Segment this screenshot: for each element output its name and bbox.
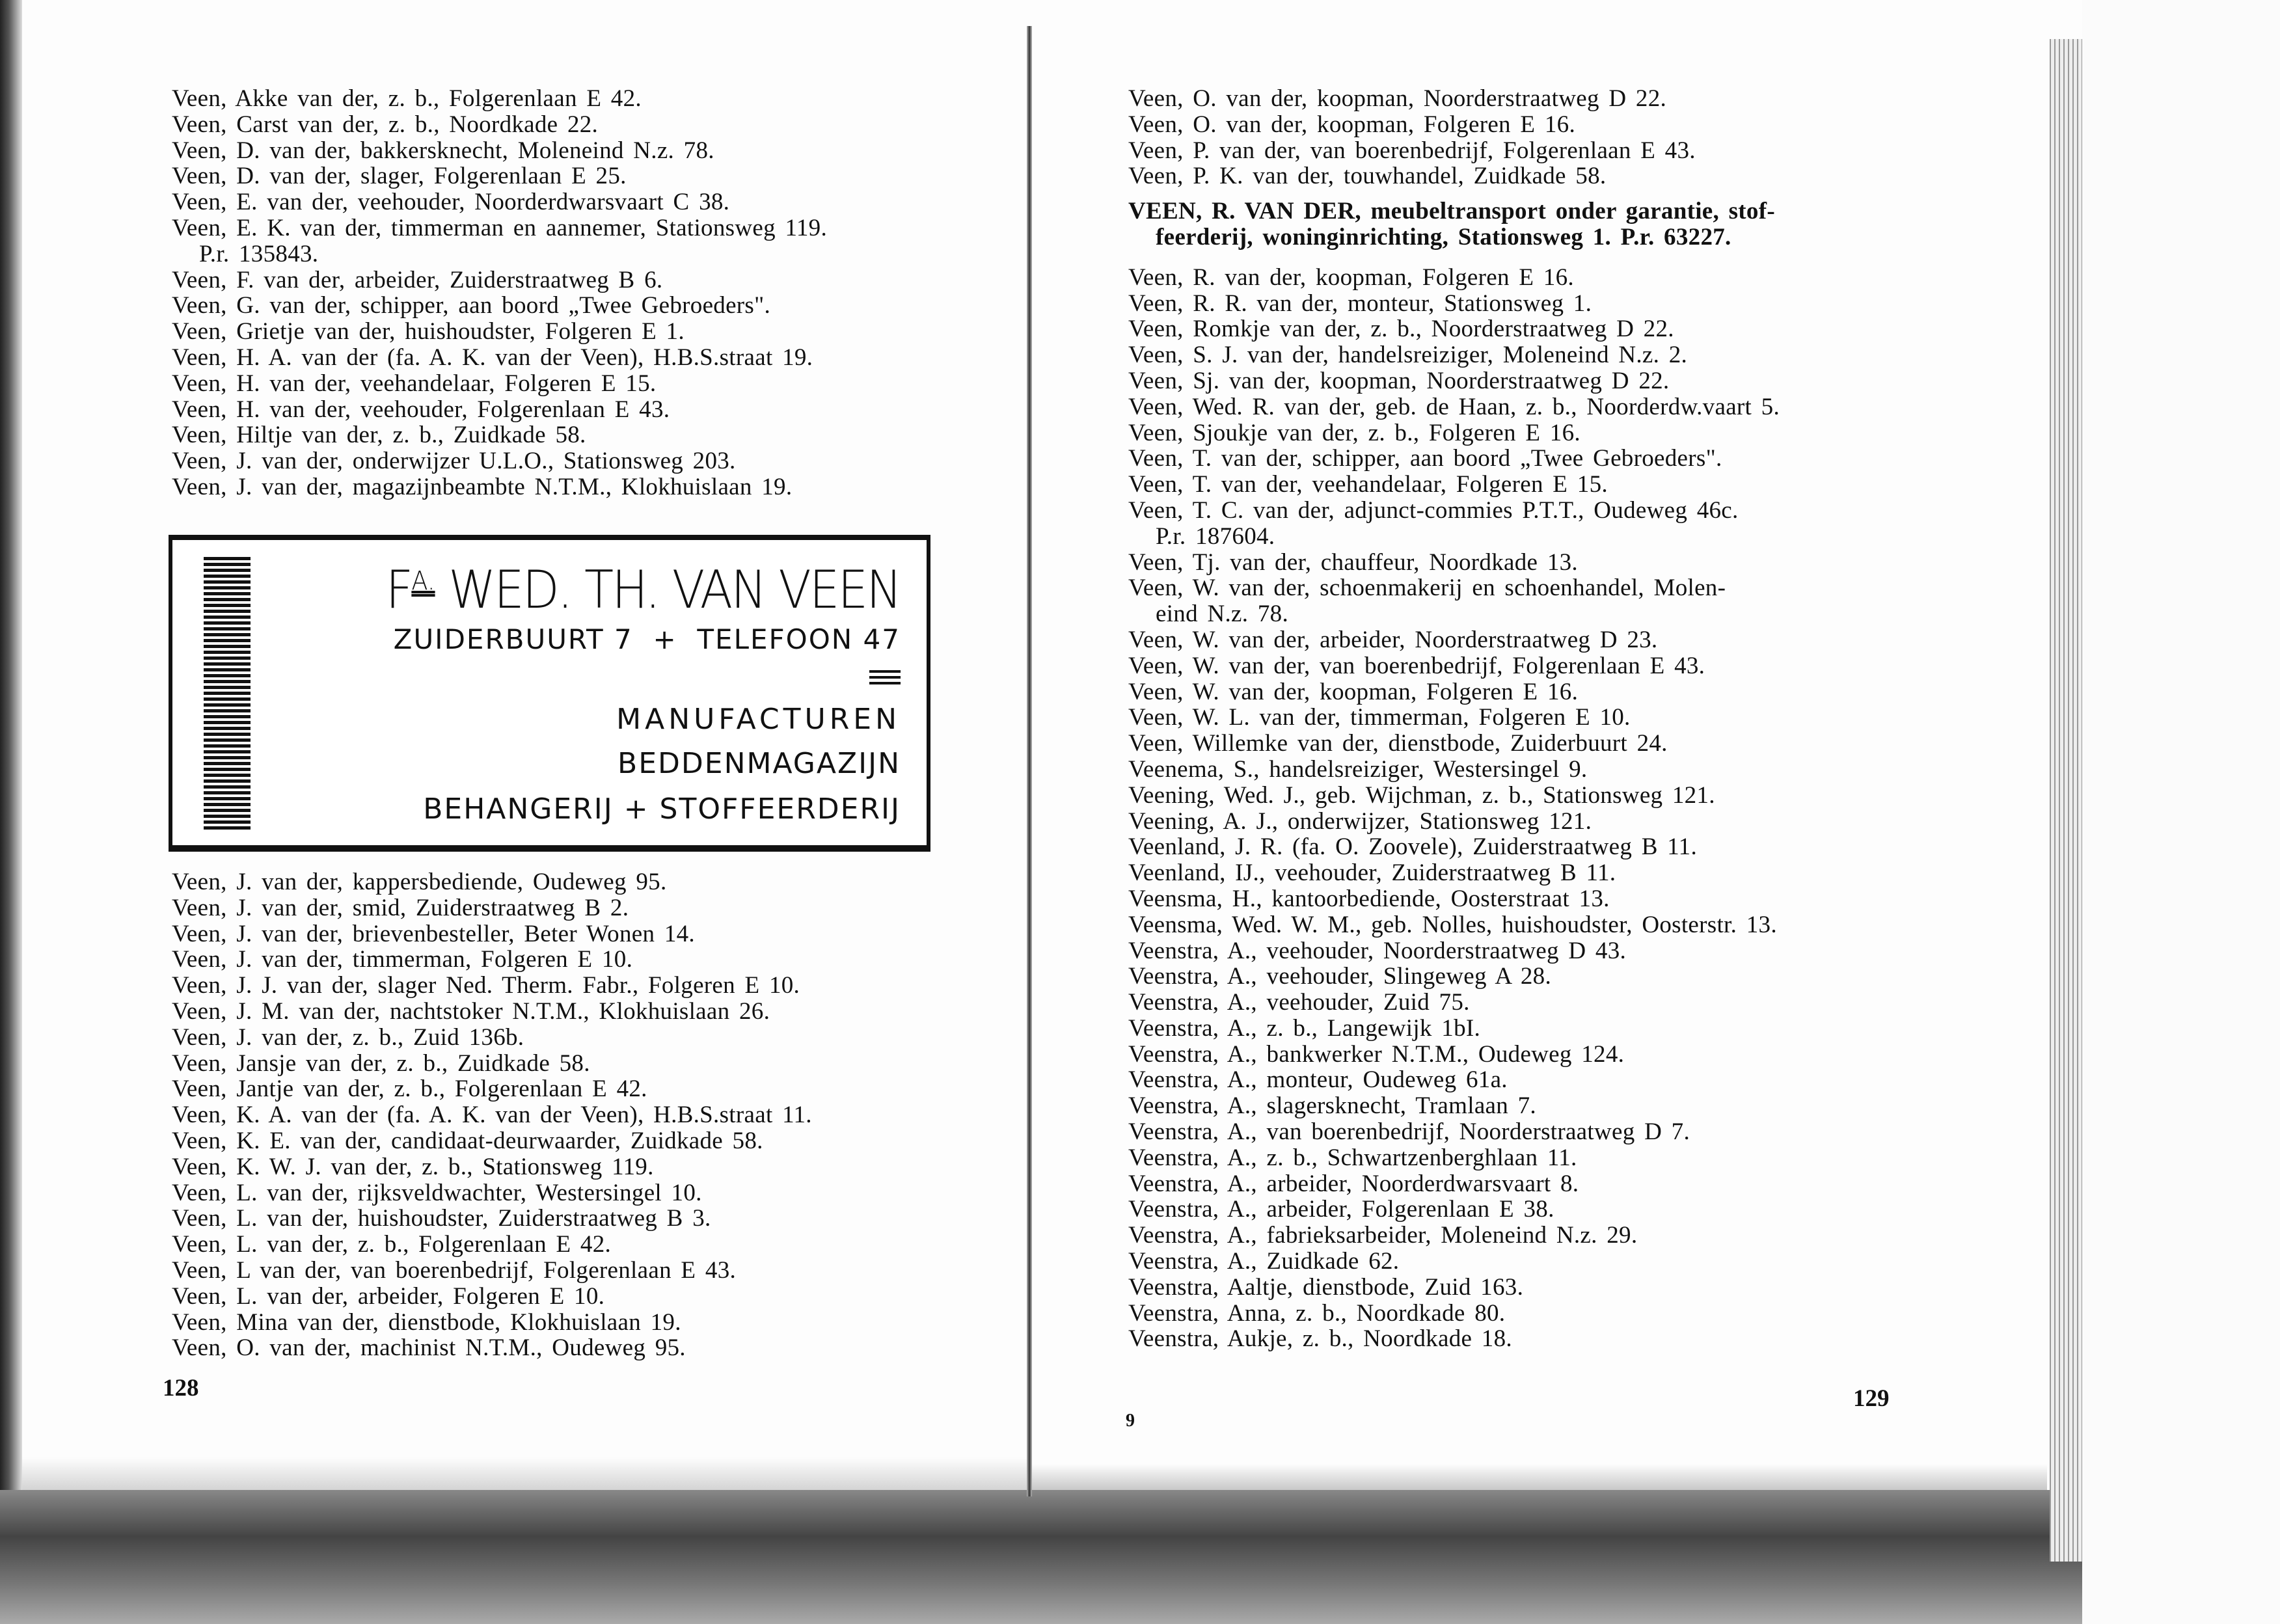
right-page-column (1128, 86, 1780, 1352)
directory-entry (172, 1284, 812, 1310)
advertisement-van-veen (169, 535, 930, 852)
entry-text: Veen, L. van der, huishoudster, Zuiderstraatweg B 3. (172, 1205, 711, 1232)
bold-entry-line: VEEN, R. VAN DER, meubeltransport onder garantie, stof- (1128, 198, 1775, 225)
entry-text: Veen, D. van der, slager, Folgerenlaan E 25. (172, 163, 627, 190)
directory-entry (1128, 1093, 1780, 1119)
right-page-entries-top (1128, 86, 1780, 189)
directory-entry (1128, 1326, 1780, 1352)
entry-text: Veen, Jantje van der, z. b., Folgerenlaan E 42. (172, 1076, 647, 1103)
entry-text: Veenstra, A., z. b., Schwartzenberghlaan 11. (1128, 1144, 1577, 1171)
directory-entry (172, 86, 827, 112)
entry-text: Veenland, J. R. (fa. O. Zoovele), Zuiderstraatweg B 11. (1128, 833, 1698, 861)
entry-text: Veen, Jansje van der, z. b., Zuidkade 58. (172, 1049, 590, 1077)
directory-entry (172, 1258, 812, 1284)
directory-entry (1128, 1223, 1780, 1249)
entry-text: Veen, O. van der, koopman, Folgeren E 16. (1128, 111, 1575, 138)
directory-entry (172, 895, 812, 921)
entry-text: Veening, Wed. J., geb. Wijchman, z. b., Stationsweg 121. (1128, 781, 1715, 809)
entry-text: Veen, W. van der, koopman, Folgeren E 16. (1128, 678, 1579, 705)
directory-entry (1128, 912, 1780, 938)
book-gutter (1027, 26, 1032, 1496)
entry-text: Veenstra, A., veehouder, Zuid 75. (1128, 989, 1470, 1016)
entry-text: Veenstra, Anna, z. b., Noordkade 80. (1128, 1299, 1506, 1327)
entry-text: Veenstra, A., z. b., Langewijk 1bI. (1128, 1014, 1481, 1042)
directory-entry (1128, 783, 1780, 809)
entry-text: Veen, O. van der, machinist N.T.M., Oudeweg 95. (172, 1334, 686, 1362)
entry-text: Veen, J. van der, brievenbesteller, Beter Wonen 14. (172, 920, 695, 947)
entry-text: Veen, K. W. J. van der, z. b., Stationsweg 119. (172, 1153, 654, 1180)
directory-entry (172, 163, 827, 189)
entry-continuation: eind N.z. 78. (1156, 601, 1288, 628)
directory-entry (1128, 860, 1780, 886)
ad-fa-f: F (386, 560, 412, 620)
entry-text: Veenstra, A., monteur, Oudeweg 61a. (1128, 1066, 1508, 1094)
ad-equals-divider (869, 670, 901, 684)
entry-text: Veen, K. E. van der, candidaat-deurwaarder, Zuidkade 58. (172, 1127, 763, 1154)
directory-entry (1128, 1275, 1780, 1301)
ad-company-name: WED. TH. VAN VEEN (448, 560, 901, 620)
directory-entry (1128, 550, 1780, 576)
directory-entry (1128, 394, 1780, 420)
signature-mark: 9 (1126, 1411, 1135, 1431)
directory-entry (172, 1076, 812, 1102)
entry-text: Veenstra, A., Zuidkade 62. (1128, 1248, 1400, 1275)
entry-text: Veen, W. L. van der, timmerman, Folgeren E 10. (1128, 704, 1631, 731)
entry-text: Veen, E. van der, veehouder, Noorderdwarsvaart C 38. (172, 189, 730, 216)
stacked-page-edges (2050, 39, 2082, 1562)
directory-entry (172, 1232, 812, 1258)
entry-text: Veen, Carst van der, z. b., Noordkade 22. (172, 111, 599, 138)
ad-line-behangerij: BEHANGERIJ + STOFFEERDERIJ (423, 792, 901, 826)
ad-title (386, 560, 901, 620)
directory-entry (1128, 316, 1780, 342)
directory-entry (1128, 1301, 1780, 1327)
directory-entry (1128, 653, 1780, 679)
directory-entry (172, 1051, 812, 1077)
directory-entry (1128, 834, 1780, 860)
entry-text: Veen, P. K. van der, touwhandel, Zuidkade 58. (1128, 163, 1607, 190)
directory-entry (172, 1102, 812, 1128)
directory-entry (172, 1310, 812, 1336)
directory-entry (1128, 1067, 1780, 1093)
directory-entry (1128, 446, 1780, 472)
entry-text: Veen, K. A. van der (fa. A. K. van der Veen), H.B.S.straat 11. (172, 1102, 812, 1129)
directory-entry (172, 267, 827, 293)
directory-entry (1128, 679, 1780, 705)
entry-text: Veenstra, A., arbeider, Noorderdwarsvaart 8. (1128, 1170, 1579, 1197)
entry-text: Veen, T. van der, veehandelaar, Folgeren E 15. (1128, 471, 1608, 498)
directory-entry (1128, 112, 1780, 138)
directory-entry (1128, 342, 1780, 368)
entry-text: Veen, J. van der, magazijnbeambte N.T.M., Klokhuislaan 19. (172, 473, 793, 500)
entry-text: Veensma, H., kantoorbediende, Oosterstraat 13. (1128, 885, 1610, 912)
entry-text: Veen, Grietje van der, huishoudster, Folgeren E 1. (172, 318, 685, 345)
entry-text: Veen, J. van der, timmerman, Folgeren E 10. (172, 946, 633, 973)
entry-text: Veen, E. K. van der, timmerman en aannemer, Stationsweg 119. (172, 214, 828, 241)
entry-text: Veen, Akke van der, z. b., Folgerenlaan E 42. (172, 85, 642, 112)
directory-entry (172, 422, 827, 448)
entry-text: Veen, J. van der, onderwijzer U.L.O., Stationsweg 203. (172, 448, 736, 475)
ad-line-manufacturen: MANUFACTUREN (616, 703, 901, 736)
directory-entry (1128, 1016, 1780, 1042)
directory-entry (1128, 886, 1780, 912)
directory-entry (1128, 757, 1780, 783)
entry-text: Veen, L. van der, rijksveldwachter, Westersingel 10. (172, 1179, 702, 1206)
entry-continuation: P.r. 135843. (199, 240, 319, 267)
directory-entry (172, 138, 827, 164)
book-bottom-shadow (0, 1490, 2082, 1624)
entry-continuation: P.r. 187604. (1156, 522, 1275, 550)
directory-entry (172, 999, 812, 1025)
scan-background (2082, 0, 2280, 1624)
directory-entry (172, 448, 827, 474)
entry-text: Veenstra, A., bankwerker N.T.M., Oudeweg 124. (1128, 1040, 1625, 1068)
directory-entry (172, 1128, 812, 1154)
entry-text: Veenstra, A., slagersknecht, Tramlaan 7. (1128, 1092, 1536, 1120)
directory-entry (172, 112, 827, 138)
entry-text: Veen, W. van der, arbeider, Noorderstraatweg D 23. (1128, 626, 1658, 653)
entry-text: Veenstra, A., arbeider, Folgerenlaan E 38. (1128, 1196, 1554, 1223)
entry-text: Veen, O. van der, koopman, Noorderstraatweg D 22. (1128, 85, 1667, 112)
entry-text: Veen, H. van der, veehandelaar, Folgeren E 15. (172, 370, 657, 397)
entry-text: Veen, F. van der, arbeider, Zuiderstraatweg B 6. (172, 266, 663, 293)
directory-entry (1128, 705, 1780, 731)
directory-entry (1128, 990, 1780, 1016)
entry-text: Veen, L van der, van boerenbedrijf, Folgerenlaan E 43. (172, 1256, 737, 1284)
entry-text: Veen, J. van der, kappersbediende, Oudeweg 95. (172, 869, 667, 895)
entry-text: Veen, J. van der, z. b., Zuid 136b. (172, 1023, 524, 1051)
directory-entry (1128, 1171, 1780, 1197)
directory-entry (1128, 472, 1780, 498)
directory-entry (1128, 1119, 1780, 1145)
entry-text: Veen, R. R. van der, monteur, Stationsweg 1. (1128, 290, 1592, 317)
directory-entry (1128, 265, 1780, 291)
entry-text: Veen, Mina van der, dienstbode, Klokhuislaan 19. (172, 1308, 681, 1336)
directory-entry (172, 215, 827, 267)
directory-entry (172, 1180, 812, 1206)
page-number-left: 128 (163, 1375, 199, 1401)
entry-text: Veenstra, Aukje, z. b., Noordkade 18. (1128, 1325, 1512, 1353)
ad-address: ZUIDERBUURT 7 + TELEFOON 47 (393, 623, 901, 655)
directory-entry (1128, 731, 1780, 757)
directory-entry (172, 293, 827, 319)
ad-stripe-decoration (204, 557, 251, 830)
directory-entry (1128, 138, 1780, 164)
entry-text: Veen, S. J. van der, handelsreiziger, Moleneind N.z. 2. (1128, 342, 1688, 369)
directory-entry (1128, 420, 1780, 446)
entry-text: Veen, T. van der, schipper, aan boord „Twee Gebroeders". (1128, 445, 1722, 472)
directory-entry (1128, 291, 1780, 317)
bold-entry-continuation: feerderij, woninginrichting, Stationsweg 1. P.r. 63227. (1156, 223, 1731, 250)
bold-entry-r-van-der-veen (1128, 198, 1780, 250)
directory-entry (1128, 964, 1780, 990)
entry-text: Veen, J. M. van der, nachtstoker N.T.M., Klokhuislaan 26. (172, 997, 770, 1025)
directory-entry (172, 921, 812, 947)
entry-text: Veen, Wed. R. van der, geb. de Haan, z. b., Noorderdw.vaart 5. (1128, 393, 1780, 420)
entry-text: Veen, Sj. van der, koopman, Noorderstraatweg D 22. (1128, 367, 1670, 394)
directory-entry (172, 189, 827, 215)
entry-text: Veen, Hiltje van der, z. b., Zuidkade 58. (172, 422, 586, 449)
entry-text: Veen, R. van der, koopman, Folgeren E 16. (1128, 264, 1574, 291)
directory-entry (1128, 1197, 1780, 1223)
entry-text: Veensma, Wed. W. M., geb. Nolles, huishoudster, Oosterstr. 13. (1128, 911, 1777, 938)
directory-entry (172, 869, 812, 895)
right-page-entries-bottom (1128, 265, 1780, 1352)
directory-entry (172, 474, 827, 500)
entry-text: Veen, Willemke van der, dienstbode, Zuiderbuurt 24. (1128, 730, 1668, 757)
directory-entry (1128, 163, 1780, 189)
entry-text: Veen, P. van der, van boerenbedrijf, Folgerenlaan E 43. (1128, 137, 1696, 164)
directory-entry (1128, 1249, 1780, 1275)
entry-text: Veen, W. van der, schoenmakerij en schoenhandel, Molen- (1128, 575, 1726, 602)
entry-text: Veen, T. C. van der, adjunct-commies P.T.T., Oudeweg 46c. (1128, 496, 1739, 524)
directory-entry (1128, 938, 1780, 964)
left-page-entries-bottom (172, 869, 812, 1361)
entry-text: Veen, Tj. van der, chauffeur, Noordkade 13. (1128, 548, 1578, 576)
directory-entry (1128, 575, 1780, 627)
entry-text: Veen, J. van der, smid, Zuiderstraatweg B 2. (172, 894, 629, 921)
entry-text: Veen, J. J. van der, slager Ned. Therm. Fabr., Folgeren E 10. (172, 972, 800, 999)
entry-text: Veen, Sjoukje van der, z. b., Folgeren E 16. (1128, 419, 1581, 446)
entry-text: Veen, D. van der, bakkersknecht, Moleneind N.z. 78. (172, 137, 714, 164)
entry-text: Veenstra, A., van boerenbedrijf, Noorderstraatweg D 7. (1128, 1118, 1690, 1146)
directory-entry (172, 1025, 812, 1051)
entry-text: Veenema, S., handelsreiziger, Westersingel 9. (1128, 755, 1588, 783)
directory-entry (1128, 368, 1780, 394)
ad-fa-a: A. (411, 566, 435, 596)
entry-text: Veen, H. van der, veehouder, Folgerenlaan E 43. (172, 396, 670, 423)
directory-entry (172, 345, 827, 371)
directory-entry (1128, 1042, 1780, 1068)
entry-text: Veen, G. van der, schipper, aan boord „Twee Gebroeders". (172, 292, 771, 319)
entry-text: Veen, H. A. van der (fa. A. K. van der Veen), H.B.S.straat 19. (172, 344, 813, 371)
directory-entry (172, 371, 827, 397)
directory-entry (1128, 1145, 1780, 1171)
left-page-entries-top (172, 86, 827, 500)
entry-text: Veen, Romkje van der, z. b., Noorderstraatweg D 22. (1128, 316, 1674, 343)
directory-entry (172, 319, 827, 345)
ad-line-beddenmagazijn: BEDDENMAGAZIJN (618, 747, 901, 780)
directory-entry (1128, 86, 1780, 112)
book-left-edge (0, 0, 22, 1624)
directory-entry (1128, 809, 1780, 835)
entry-text: Veen, W. van der, van boerenbedrijf, Folgerenlaan E 43. (1128, 652, 1705, 679)
entry-text: Veen, L. van der, arbeider, Folgeren E 10. (172, 1282, 605, 1310)
directory-entry (172, 947, 812, 973)
entry-text: Veen, L. van der, z. b., Folgerenlaan E 42. (172, 1231, 612, 1258)
entry-text: Veenland, IJ., veehouder, Zuiderstraatweg B 11. (1128, 859, 1616, 887)
entry-text: Veenstra, Aaltje, dienstbode, Zuid 163. (1128, 1273, 1524, 1301)
directory-entry (1128, 498, 1780, 550)
directory-entry (172, 1206, 812, 1232)
directory-entry (172, 397, 827, 423)
directory-entry (1128, 627, 1780, 653)
directory-entry (172, 973, 812, 999)
directory-entry (172, 1335, 812, 1361)
page-number-right: 129 (1853, 1385, 1890, 1412)
directory-entry (172, 1154, 812, 1180)
entry-text: Veenstra, A., fabrieksarbeider, Moleneind N.z. 29. (1128, 1222, 1638, 1249)
entry-text: Veenstra, A., veehouder, Slingeweg A 28. (1128, 963, 1552, 990)
entry-text: Veening, A. J., onderwijzer, Stationsweg 121. (1128, 807, 1592, 835)
entry-text: Veenstra, A., veehouder, Noorderstraatweg D 43. (1128, 937, 1627, 964)
